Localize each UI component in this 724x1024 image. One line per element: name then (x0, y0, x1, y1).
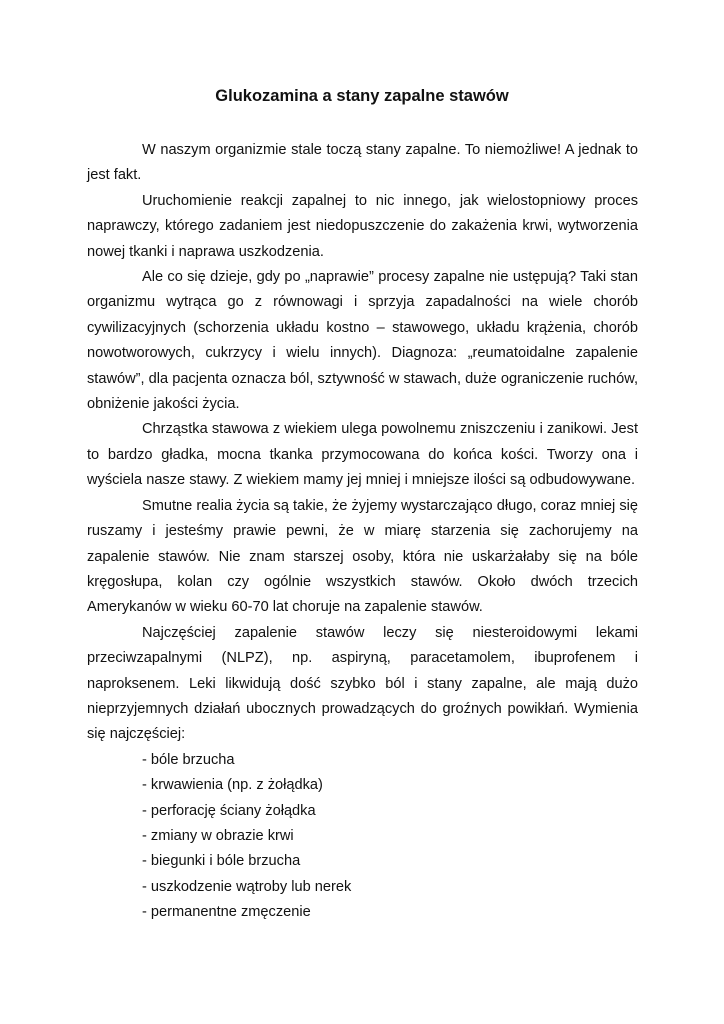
list-item: - uszkodzenie wątroby lub nerek (142, 878, 352, 895)
list-item: - biegunki i bóle brzucha (142, 853, 301, 870)
paragraph: Najczęściej zapalenie stawów leczy się niesteroidowymi lekami przeciwzapalnymi (NLPZ), np. aspiryną, paracetamolem, ibuprofenem i naproksenem. Leki likwidują dość szybko ból i stany zapalne, ale mają dużo nieprzyjemnych działań ubocznych prowadzących do groźnych powikłań. Wymienia się najczęściej: (87, 624, 638, 743)
list-item: - zmiany w obrazie krwi (142, 827, 294, 844)
list-item: - perforację ściany żołądka (142, 802, 316, 819)
document-title: Glukozamina a stany zapalne stawów (215, 87, 509, 105)
paragraph: Chrząstka stawowa z wiekiem ulega powolnemu zniszczeniu i zanikowi. Jest to bardzo gładka, mocna tkanka przymocowana do końca kości. Tworzy ona i wyściela nasze stawy. Z wiekiem mamy jej mniej i mniejsze ilości są odbudowywane. (87, 421, 638, 489)
list-item: - krwawienia (np. z żołądka) (142, 777, 323, 794)
list-item: - bóle brzucha (142, 751, 235, 768)
paragraph: Uruchomienie reakcji zapalnej to nic innego, jak wielostopniowy proces naprawczy, którego zadaniem jest niedopuszczenie do zakażenia krwi, wytworzenia nowej tkanki i naprawa uszkodzenia. (87, 192, 638, 260)
document-body (87, 138, 638, 926)
paragraph: W naszym organizmie stale toczą stany zapalne. To niemożliwe! A jednak to jest fakt. (87, 142, 638, 184)
list-item: - permanentne zmęczenie (142, 904, 311, 921)
paragraph: Ale co się dzieje, gdy po „naprawie” procesy zapalne nie ustępują? Taki stan organizmu wytrąca go z równowagi i sprzyja zapadalności na wiele chorób cywilizacyjnych (schorzenia układu kostno – stawowego, układu krążenia, chorób nowotworowych, cukrzycy i wielu innych). Diagnoza: „reumatoidalne zapalenie stawów”, dla pacjenta oznacza ból, sztywność w stawach, duże ograniczenie ruchów, obniżenie jakości życia. (87, 269, 638, 413)
paragraph: Smutne realia życia są takie, że żyjemy wystarczająco długo, coraz mniej się ruszamy i jesteśmy prawie pewni, że w miarę starzenia się zachorujemy na zapalenie stawów. Nie znam starszej osoby, która nie uskarżałaby się na bóle kręgosłupa, kolan czy ogólnie wszystkich stawów. Około dwóch trzecich Amerykanów w wieku 60-70 lat choruje na zapalenie stawów. (87, 497, 638, 616)
side-effects-list (87, 748, 638, 926)
